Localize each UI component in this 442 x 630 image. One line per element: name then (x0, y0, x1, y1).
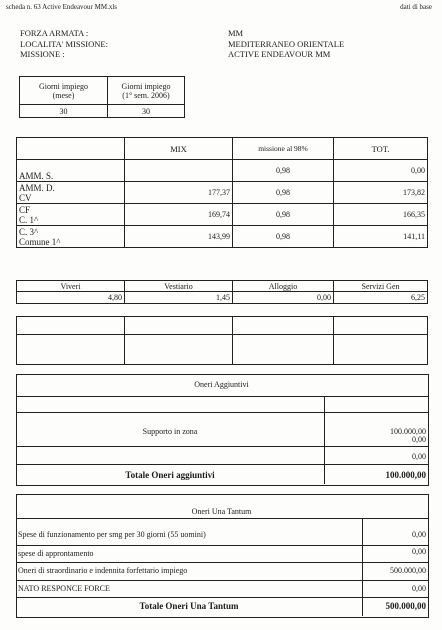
divider (16, 580, 428, 581)
mix-row-mix: 177,37 (125, 182, 233, 204)
info-values (228, 28, 344, 60)
mix-row (17, 226, 428, 248)
mix-row-pct: 0,98 (233, 182, 334, 204)
alloggio-header: Alloggio (233, 281, 334, 292)
empty-cell (233, 317, 334, 335)
empty-cell (17, 335, 125, 365)
empty-cell (334, 335, 428, 365)
mix-row (17, 204, 428, 226)
oneri-value-3: 0,00 (412, 452, 426, 461)
una-row-value: 0,00 (412, 530, 426, 539)
servizi-value: 6,25 (334, 292, 428, 304)
mix-row-label: AMM. S. (17, 160, 125, 182)
days-value-month: 30 (20, 105, 108, 118)
empty-cell (334, 317, 428, 335)
empty-cell (125, 335, 233, 365)
mix-row (17, 160, 428, 182)
una-row-label: spese di approntamento (18, 549, 94, 558)
mix-row-tot: 0,00 (334, 160, 428, 182)
divider (362, 518, 363, 616)
info-labels (20, 28, 108, 60)
mix-row (17, 182, 428, 204)
mix-row-label: CF C. 1^ (17, 204, 125, 226)
mix-row-mix: 143,99 (125, 226, 233, 248)
mix-row-pct: 0,98 (233, 160, 334, 182)
sheet-name: dati di base (400, 3, 432, 11)
una-row-value: 500.000,00 (390, 566, 426, 575)
totale-una-tantum-value: 500.000,00 (385, 601, 426, 611)
tot-header: TOT. (334, 138, 428, 160)
mix-row-label: C. 3^ Comune 1^ (17, 226, 125, 248)
mix-row-tot: 141,11 (334, 226, 428, 248)
divider (16, 396, 428, 397)
divider (16, 446, 428, 447)
label-missione: MISSIONE : (20, 49, 65, 59)
divider (16, 412, 428, 413)
mix-row-mix (125, 160, 233, 182)
days-value-semester: 30 (108, 105, 185, 118)
file-name: scheda n. 63 Active Endeavour MM.xls (6, 3, 118, 11)
mix-row-mix: 169,74 (125, 204, 233, 226)
divider (16, 518, 428, 519)
mix-corner (17, 138, 125, 160)
empty-grid (16, 316, 428, 365)
divider (16, 545, 428, 546)
alloggio-value: 0,00 (233, 292, 334, 304)
mix-row-tot: 166,35 (334, 204, 428, 226)
oneri-value-2: 0,00 (412, 435, 426, 444)
divider (16, 464, 428, 465)
totale-una-tantum-label: Totale Oneri Una Tantum (139, 601, 239, 611)
una-tantum-title: Oneri Una Tantum (191, 507, 252, 516)
value-localita: MEDITERRANEO ORIENTALE (228, 38, 345, 49)
totale-oneri-label: Totale Oneri aggiuntivi (125, 470, 215, 480)
mix-row-label: AMM. D. CV (17, 182, 125, 204)
servizi-header: Servizi Gen (334, 281, 428, 292)
pct-header: missione al 98% (233, 138, 334, 160)
days-header-semester: Giorni impiego (1° sem. 2006) (108, 77, 185, 105)
divider (16, 562, 428, 563)
una-row-label: Oneri di straordinario e indennita forfettario impiego (18, 566, 188, 575)
mix-header: MIX (125, 138, 233, 160)
viveri-table (16, 280, 428, 304)
una-row-value: 0,00 (412, 584, 426, 593)
una-row-value: 0,00 (412, 547, 426, 556)
una-row-label: Spese di funzionamento per smg per 30 giorni (55 uomini) (18, 530, 206, 539)
empty-cell (17, 317, 125, 335)
oneri-aggiuntivi-title: Oneri Aggiuntivi (194, 380, 249, 389)
days-table (19, 76, 185, 118)
empty-cell (125, 317, 233, 335)
value-forza-armata: MM (228, 28, 244, 38)
empty-cell (233, 335, 334, 365)
mix-table (16, 137, 428, 248)
mix-row-tot: 173,82 (334, 182, 428, 204)
supporto-value: 100.000,00 (390, 427, 426, 436)
supporto-label: Supporto in zona (142, 427, 198, 436)
totale-oneri-value: 100.000,00 (385, 470, 426, 480)
divider (324, 396, 325, 484)
viveri-value: 4,80 (17, 292, 125, 304)
mix-row-pct: 0,98 (233, 204, 334, 226)
label-forza-armata: FORZA ARMATA : (20, 28, 89, 38)
vestiario-value: 1,45 (125, 292, 233, 304)
divider (16, 597, 428, 598)
label-localita: LOCALITA' MISSIONE: (20, 38, 108, 49)
days-header-month: Giorni impiego (mese) (20, 77, 108, 105)
mix-row-pct: 0,98 (233, 226, 334, 248)
vestiario-header: Vestiario (125, 281, 233, 292)
una-row-label: NATO RESPONCE FORCE (18, 584, 110, 593)
viveri-header: Viveri (17, 281, 125, 292)
value-missione: ACTIVE ENDEAVOUR MM (228, 49, 331, 59)
